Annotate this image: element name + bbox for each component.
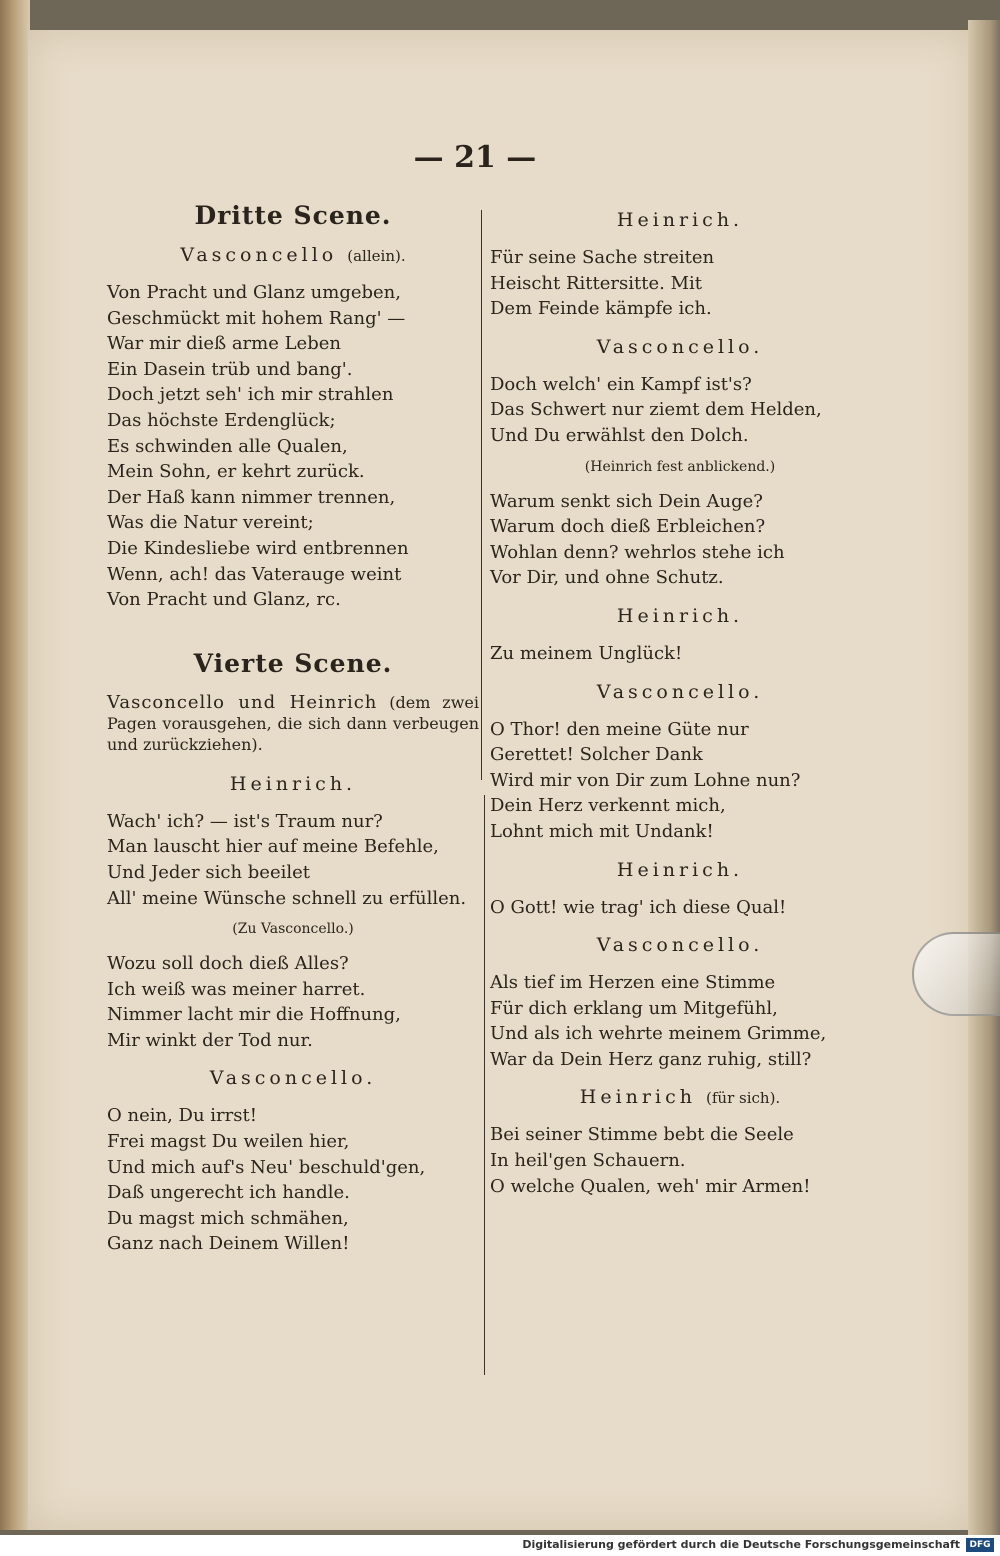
verse-line: Die Kindesliebe wird entbrennen xyxy=(107,537,409,559)
verse-line: Ich weiß was meiner harret. xyxy=(107,978,366,1000)
verse-line: Und Jeder sich beeilet xyxy=(107,861,310,883)
verse-line: Das Schwert nur ziemt dem Helden, xyxy=(490,399,822,421)
verse-line: Das höchste Erdenglück; xyxy=(107,409,336,431)
page-number: — 21 — xyxy=(413,140,537,175)
verse-line: Vor Dir, und ohne Schutz. xyxy=(490,567,724,589)
scene-3-title: Dritte Scene. xyxy=(194,201,392,230)
verse-line: Ein Dasein trüb und bang'. xyxy=(107,358,353,380)
verse-line: Lohnt mich mit Undank! xyxy=(490,820,714,842)
speaker-note: (allein). xyxy=(347,247,406,265)
verse-line: Doch jetzt seh' ich mir strahlen xyxy=(107,384,394,406)
page-clip xyxy=(912,932,1000,1016)
verse-block xyxy=(490,489,870,591)
verse-line: Warum doch dieß Erbleichen? xyxy=(490,516,766,538)
verse-block xyxy=(490,895,870,921)
right-column xyxy=(490,195,870,1199)
cast-names: Vasconcello und Heinrich xyxy=(107,691,378,713)
scene-4-cast xyxy=(107,692,479,755)
stage-direction: (Zu Vasconcello.) xyxy=(232,921,354,938)
verse-line: Geschmückt mit hohem Rang' — xyxy=(107,307,406,329)
verse-line: Wach' ich? — ist's Traum nur? xyxy=(107,810,383,832)
stage-direction: (Heinrich fest anblickend.) xyxy=(584,458,776,475)
left-column xyxy=(107,195,479,1257)
verse-line: Zu meinem Unglück! xyxy=(490,642,683,664)
speaker-name: Vasconcello xyxy=(180,244,338,266)
verse-line: Mein Sohn, er kehrt zurück. xyxy=(107,461,365,483)
heinrich-verse xyxy=(107,809,479,911)
verse-line: Man lauscht hier auf meine Befehle, xyxy=(107,836,439,858)
footer-credit: Digitalisierung gefördert durch die Deutsche Forschungsgemeinschaft xyxy=(522,1538,960,1551)
verse-line: Daß ungerecht ich handle. xyxy=(107,1182,350,1204)
verse-line: Bei seiner Stimme bebt die Seele xyxy=(490,1124,794,1146)
scene-3-verse xyxy=(107,280,479,613)
verse-line: Von Pracht und Glanz, rc. xyxy=(107,589,341,611)
verse-line: Für dich erklang um Mitgefühl, xyxy=(490,997,778,1019)
verse-line: Ganz nach Deinem Willen! xyxy=(107,1233,350,1255)
column-divider-bottom xyxy=(484,795,485,1375)
speaker-heinrich-aside xyxy=(490,1086,870,1108)
scene-3-speaker xyxy=(107,244,479,266)
verse-block xyxy=(490,245,870,322)
verse-line: O nein, Du irrst! xyxy=(107,1105,257,1127)
verse-line: O Gott! wie trag' ich diese Qual! xyxy=(490,896,787,918)
speaker-vasconcello: Vasconcello. xyxy=(596,934,764,957)
verse-line: Was die Natur vereint; xyxy=(107,512,314,534)
verse-line: Mir winkt der Tod nur. xyxy=(107,1029,313,1051)
right-page-edge xyxy=(968,20,1000,1535)
speaker-vasconcello: Vasconcello. xyxy=(596,680,764,703)
speaker-heinrich: Heinrich. xyxy=(616,604,744,627)
verse-line: Gerettet! Solcher Dank xyxy=(490,744,703,766)
speaker-note: (für sich). xyxy=(706,1089,781,1108)
verse-line: Doch welch' ein Kampf ist's? xyxy=(490,373,752,395)
verse-line: Wenn, ach! das Vaterauge weint xyxy=(107,563,402,585)
verse-line: Du magst mich schmähen, xyxy=(107,1207,349,1229)
verse-line: War da Dein Herz ganz ruhig, still? xyxy=(490,1048,812,1070)
speaker-vasconcello: Vasconcello. xyxy=(596,335,764,358)
verse-line: Und Du erwählst den Dolch. xyxy=(490,424,749,446)
verse-line: Es schwinden alle Qualen, xyxy=(107,435,348,457)
verse-line: Nimmer lacht mir die Hoffnung, xyxy=(107,1004,401,1026)
verse-line: Frei magst Du weilen hier, xyxy=(107,1131,350,1153)
speaker-name: Heinrich xyxy=(579,1086,696,1109)
verse-line: Wohlan denn? wehrlos stehe ich xyxy=(490,541,785,563)
cast-note: (dem zwei Pagen vorausgehen, die sich dann verbeugen und zurückziehen). xyxy=(107,692,479,754)
verse-block xyxy=(490,717,870,845)
verse-block xyxy=(490,372,870,449)
verse-block xyxy=(490,1122,870,1199)
verse-line: Und mich auf's Neu' beschuld'gen, xyxy=(107,1156,426,1178)
dfg-logo: DFG xyxy=(966,1538,994,1552)
column-divider-top xyxy=(481,210,482,780)
heinrich-verse-2 xyxy=(107,951,479,1053)
verse-line: Der Haß kann nimmer trennen, xyxy=(107,486,396,508)
verse-line: Als tief im Herzen eine Stimme xyxy=(490,972,776,994)
verse-line: O welche Qualen, weh' mir Armen! xyxy=(490,1175,811,1197)
scene-4-title: Vierte Scene. xyxy=(193,648,393,678)
verse-line: Dein Herz verkennt mich, xyxy=(490,795,726,817)
verse-line: In heil'gen Schauern. xyxy=(490,1150,686,1172)
verse-line: O Thor! den meine Güte nur xyxy=(490,718,749,740)
vasconcello-verse xyxy=(107,1103,479,1257)
verse-block xyxy=(490,641,870,667)
verse-line: Und als ich wehrte meinem Grimme, xyxy=(490,1023,827,1045)
speaker-heinrich: Heinrich. xyxy=(616,858,744,881)
verse-line: Wozu soll doch dieß Alles? xyxy=(107,953,349,975)
speaker-heinrich: Heinrich. xyxy=(616,209,744,231)
speaker-heinrich: Heinrich. xyxy=(229,772,357,795)
verse-line: War mir dieß arme Leben xyxy=(107,333,341,355)
verse-line: Heischt Rittersitte. Mit xyxy=(490,272,702,294)
verse-line: All' meine Wünsche schnell zu erfüllen. xyxy=(107,887,467,909)
verse-line: Wird mir von Dir zum Lohne nun? xyxy=(490,769,801,791)
speaker-vasconcello: Vasconcello. xyxy=(209,1067,377,1090)
verse-line: Warum senkt sich Dein Auge? xyxy=(490,490,763,512)
verse-line: Von Pracht und Glanz umgeben, xyxy=(107,282,401,303)
verse-line: Dem Feinde kämpfe ich. xyxy=(490,298,712,320)
left-page-edge xyxy=(0,0,30,1530)
footer-bar xyxy=(0,1535,1000,1556)
verse-line: Für seine Sache streiten xyxy=(490,247,715,268)
verse-block xyxy=(490,970,870,1072)
